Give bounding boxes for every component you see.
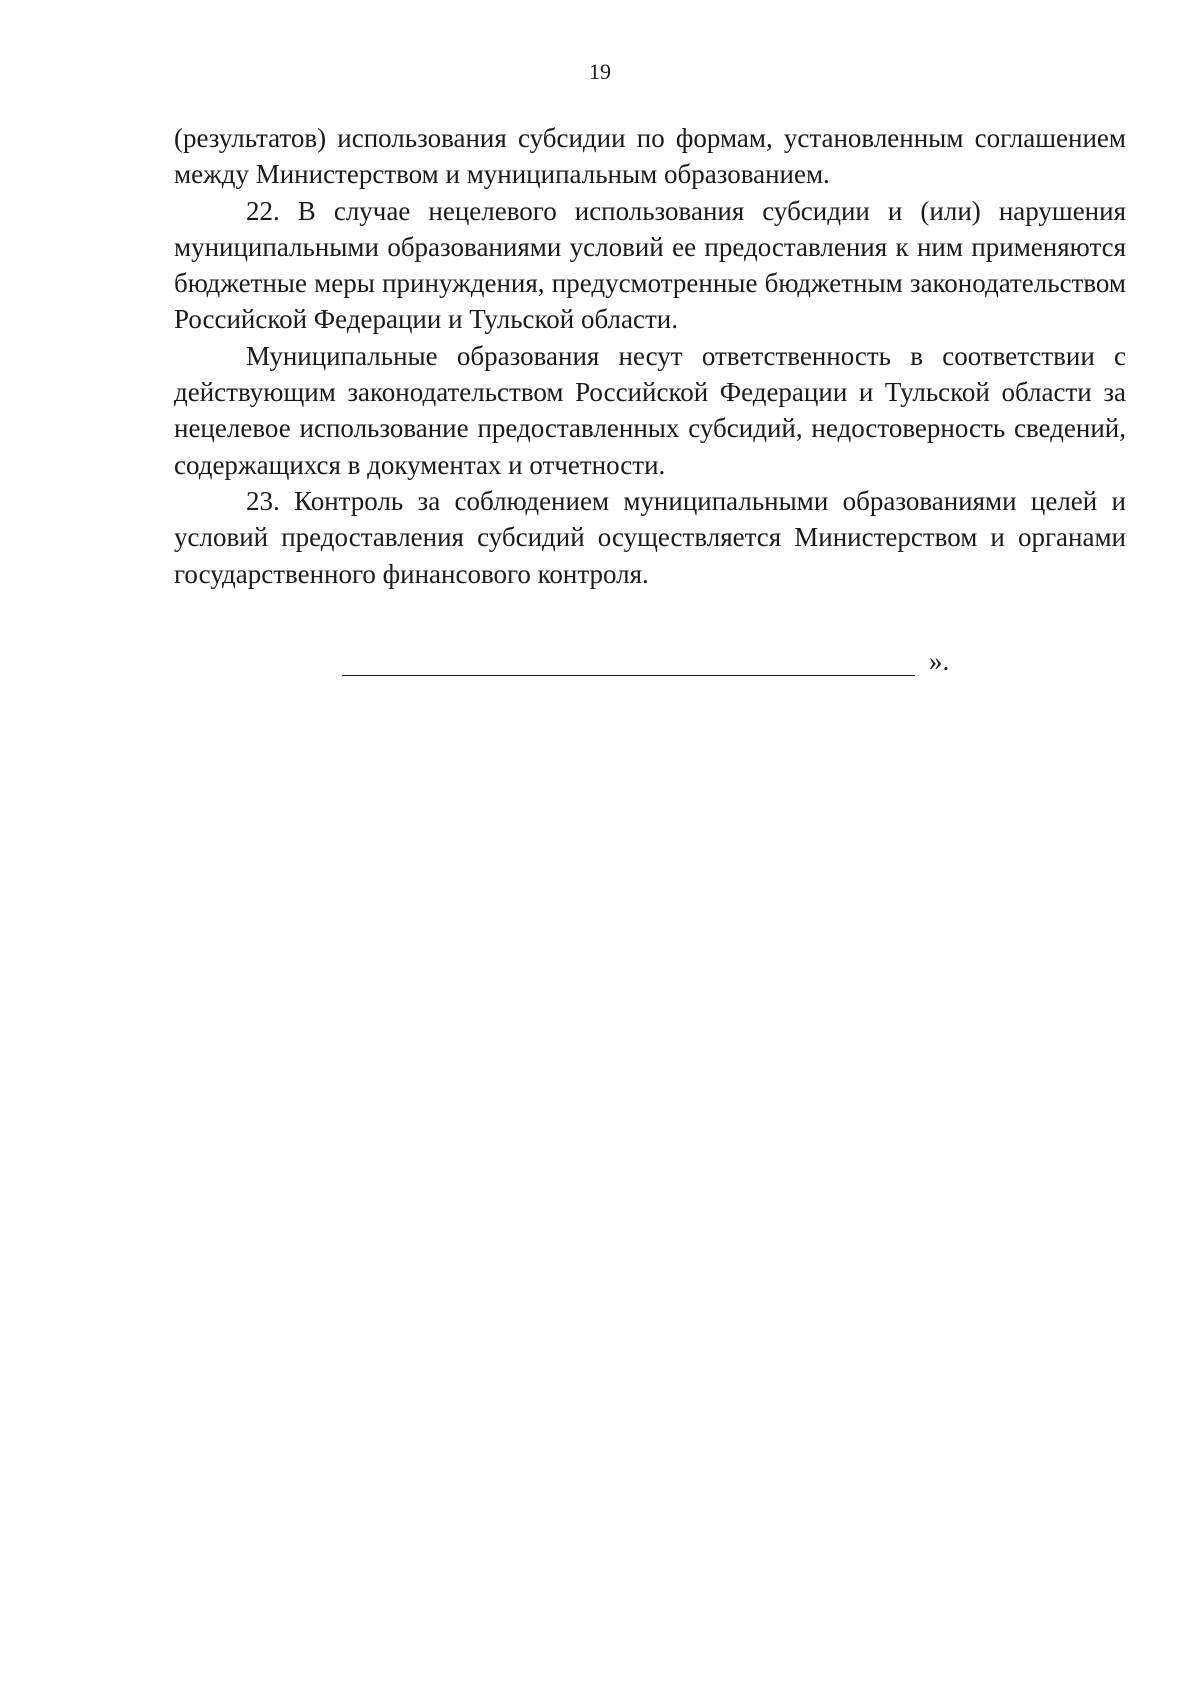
paragraph-results-continuation: (результатов) использования субсидии по формам, установленным соглашением между Министерством и муниципальным образованием.: [174, 123, 1126, 190]
horizontal-rule: [342, 649, 915, 676]
closing-signature-line: [342, 640, 949, 676]
closing-quote-mark: ».: [929, 646, 950, 676]
page-number: 19: [589, 59, 611, 84]
paragraph-clause-23: 23. Контроль за соблюдением муниципальными образованиями целей и условий предоставления субсидий осуществляется Министерством и органами государственного финансового контроля.: [174, 485, 1126, 589]
paragraph-clause-22: 22. В случае нецелевого использования субсидии и (или) нарушения муниципальными образованиями условий ее предоставления к ним применяются бюджетные меры принуждения, предусмотренные бюджетным законодательством Российской Федерации и Тульской области.: [174, 195, 1126, 335]
paragraph-responsibility: Муниципальные образования несут ответственность в соответствии с действующим законодательством Российской Федерации и Тульской области за нецелевое использование предоставленных субсидий, недостоверность сведений, содержащихся в документах и отчетности.: [174, 340, 1126, 480]
document-body: [174, 120, 1126, 592]
